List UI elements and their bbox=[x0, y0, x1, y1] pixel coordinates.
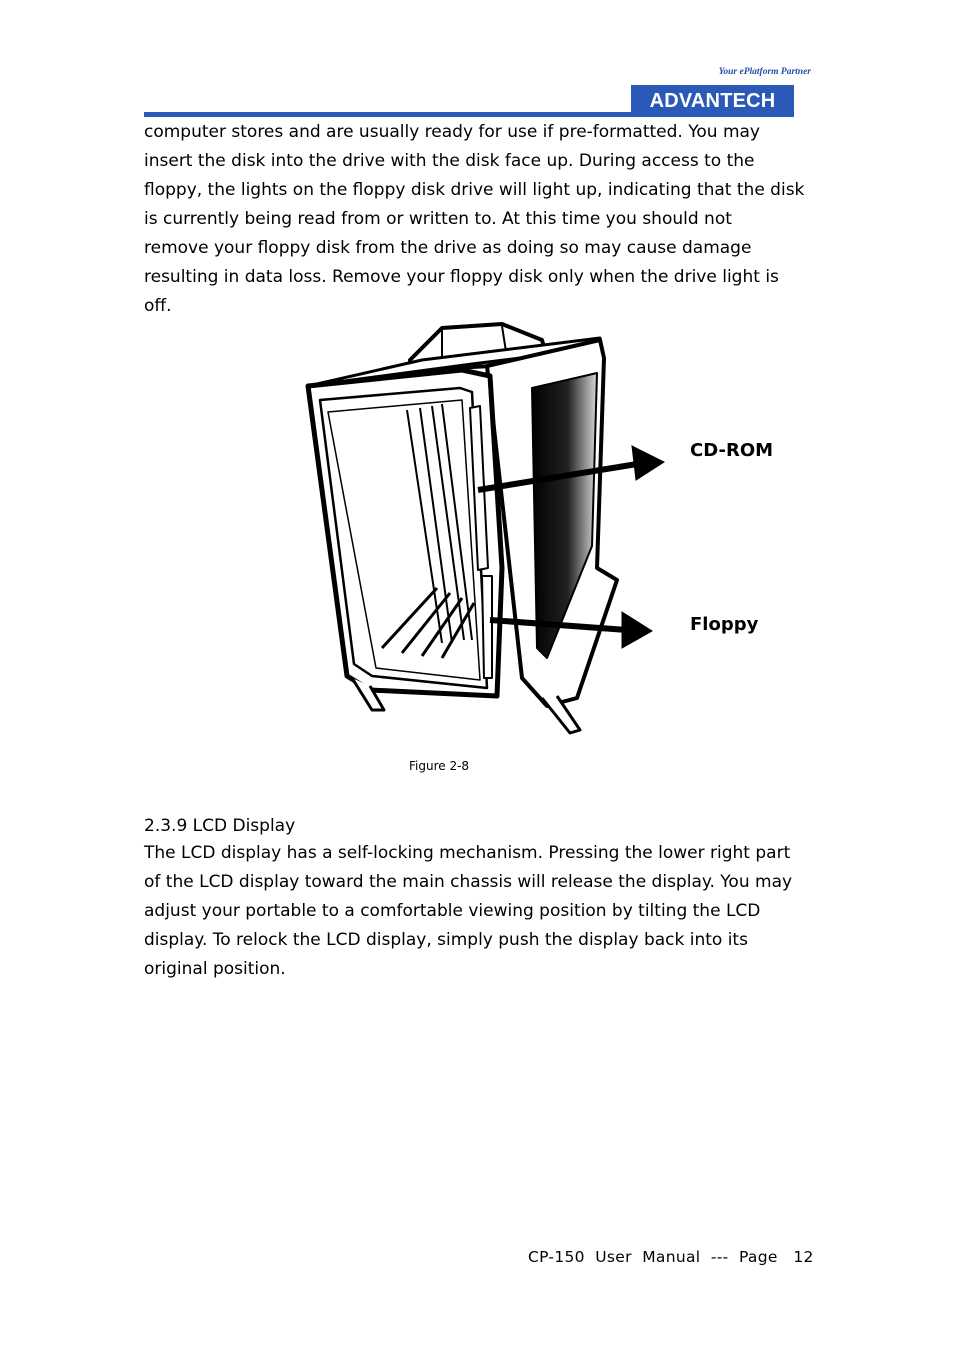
text-line: is currently being read from or written to. At this time you should not bbox=[144, 209, 732, 229]
page-footer: CP-150 User Manual --- Page 12 bbox=[528, 1248, 814, 1266]
header-rule bbox=[144, 112, 794, 117]
text-line: resulting in data loss. Remove your floppy disk only when the drive light is bbox=[144, 267, 779, 287]
intro-paragraph bbox=[144, 118, 814, 321]
text-line: remove your floppy disk from the drive as doing so may cause damage bbox=[144, 238, 752, 258]
text-line: off. bbox=[144, 296, 172, 316]
chassis-drawing bbox=[308, 324, 617, 733]
text-line: of the LCD display toward the main chassis will release the display. You may bbox=[144, 872, 793, 892]
text-line: The LCD display has a self-locking mechanism. Pressing the lower right part bbox=[144, 843, 791, 863]
text-line: insert the disk into the drive with the disk face up. During access to the bbox=[144, 151, 755, 171]
logo-text: ADVANTECH bbox=[649, 89, 776, 112]
cd-rom-label: CD-ROM bbox=[690, 440, 774, 461]
figure-caption: Figure 2-8 bbox=[409, 759, 470, 773]
text-line: computer stores and are usually ready for use if pre-formatted. You may bbox=[144, 122, 760, 142]
header-tagline: Your ePlatform Partner bbox=[718, 67, 811, 77]
text-line: display. To relock the LCD display, simply push the display back into its bbox=[144, 930, 748, 950]
portable-computer-illustration bbox=[292, 318, 672, 748]
text-line: floppy, the lights on the floppy disk drive will light up, indicating that the disk bbox=[144, 180, 805, 200]
lcd-paragraph bbox=[144, 839, 814, 984]
text-line: original position. bbox=[144, 959, 286, 979]
floppy-label: Floppy bbox=[690, 614, 759, 635]
text-line: adjust your portable to a comfortable viewing position by tilting the LCD bbox=[144, 901, 761, 921]
section-heading: 2.3.9 LCD Display bbox=[144, 816, 296, 836]
